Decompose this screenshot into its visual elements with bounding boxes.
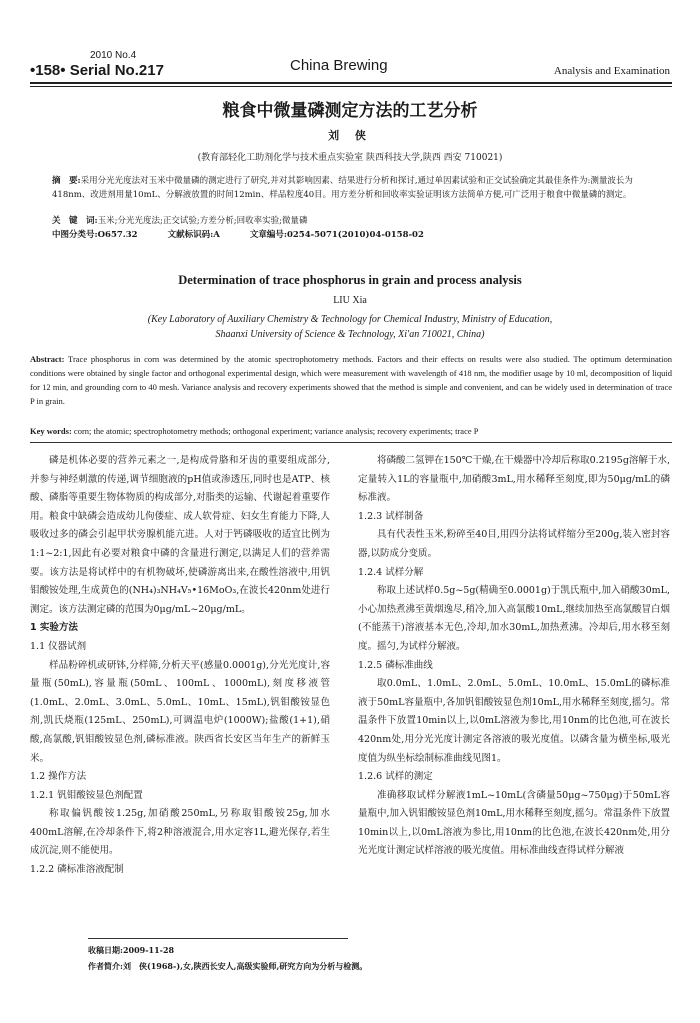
classification-meta: [52, 228, 652, 242]
affiliation-en-line2: Shaanxi University of Science & Technology, Xi'an 710021, China): [215, 329, 485, 340]
abstract-en-text: Trace phosphorus in corn was determined by the atomic spectrophotometry methods. Factors and their effects on results were also studied. The optimum determination conditions were obtained by single factor and orthogonal experimental design, which were measurement with wavelength of 418 nm, the modifier usage by 10 ml, decomposition of liquid for 12 min, and grounding corn to 40 mesh. Variance analysis and recovery experiments showed that the method is simple and convenient, and can be widely used in determination of trace P in grain.: [30, 354, 672, 406]
abstract-en-label: Abstract:: [30, 354, 65, 364]
footnote-rule: [88, 938, 348, 939]
section-name: Analysis and Examination: [553, 65, 670, 77]
heading-instruments: 1.1 仪器试剂: [30, 640, 87, 652]
header-rule: [30, 82, 672, 84]
heading-standard-curve: 1.2.5 磷标准曲线: [358, 659, 433, 671]
reagent-prep-paragraph: 称取偏钒酸铵1.25g,加硝酸250mL,另称取钼酸铵25g,加水400mL溶解,在冷却条件下,将2种溶液混合,用水定容1L,避光保存,若生成沉淀,则不能使用。: [30, 808, 330, 857]
author-bio: 作者简介:刘 侠(1968-),女,陕西长安人,高级实验师,研究方向为分析与检测。: [88, 961, 368, 971]
instruments-paragraph: 样品粉碎机或研钵,分样筛,分析天平(感量0.0001g),分光光度计,容量瓶(50mL),容量瓶(50mL、100mL、1000mL),刻度移液管(1.0mL、2.0mL、3.0mL、5.0mL、10mL、15mL),钒钼酸铵显色剂,凯氏烧瓶(125mL、250mL),可调温电炉(1000W);盐酸(1+1),硝酸,高氯酸,钒钼酸铵显色剂,磷标准液。陕西省长安区当年生产的新鲜玉米。: [30, 659, 330, 764]
journal-name: China Brewing: [290, 57, 388, 74]
standard-curve-paragraph: 取0.0mL、1.0mL、2.0mL、5.0mL、10.0mL、15.0mL的磷标准液于50mL容量瓶中,各加钒钼酸铵显色剂10mL,用水稀释至刻度,摇匀。常温条件下放置10min以上,以0mL溶液为参比,用10nm的比色池,可在波长420nm处,用分光光度计测定各溶液的吸光度值。以磷含量为横坐标,吸光度值为纵坐标绘制标准曲线见图1。: [358, 678, 670, 764]
keywords-cn-label: 关 键 词:: [52, 216, 98, 226]
affiliation-cn: (教育部轻化工助剂化学与技术重点实验室 陕西科技大学,陕西 西安 710021): [197, 153, 503, 163]
heading-sample-decomp: 1.2.4 试样分解: [358, 566, 424, 578]
sample-prep-paragraph: 具有代表性玉米,粉碎至40目,用四分法将试样缩分至200g,装入密封容器,以防成分变质。: [358, 529, 670, 559]
keywords-en-text: corn; the atomic; spectrophotometry methods; orthogonal experiment; variance analysis; recovery experiments; trace P: [73, 426, 479, 436]
keywords-cn-text: 玉米;分光光度法;正交试验;方差分析;回收率实验;微量磷: [97, 216, 308, 226]
document-code: 文献标识码:A: [167, 230, 220, 240]
keywords-cn: [52, 214, 652, 228]
sample-measure-paragraph: 准确移取试样分解液1mL~10mL(含磷量50μg~750μg)于50mL容量瓶中,加入钒钼酸铵显色剂10mL,用水稀释至刻度,摇匀。常温条件下放置10min以上,以0mL溶液为参比,用10nm的比色池,在波长420nm处,用分光光度计测定试样溶液的吸光度值。用标准曲线查得试样分解液: [358, 789, 670, 857]
heading-methods: 1 实验方法: [30, 622, 78, 634]
header-rule-thin: [30, 86, 672, 87]
heading-procedure: 1.2 操作方法: [30, 771, 87, 783]
section-divider: [30, 442, 672, 443]
article-number: 文章编号:0254-5071(2010)04-0158-02: [249, 230, 424, 240]
standard-solution-paragraph: 将磷酸二氢钾在150℃干燥,在干燥器中冷却后称取0.2195g溶解于水,定量转入1L的容量瓶中,加硝酸3mL,用水稀释至刻度,即为50μg/mL的磷标准液。: [358, 455, 670, 504]
paper-title-cn: 粮食中微量磷测定方法的工艺分析: [222, 101, 478, 121]
author-cn: 刘 侠: [328, 129, 372, 142]
keywords-en: [30, 424, 672, 438]
abstract-cn-text: 采用分光光度法对玉米中微量磷的测定进行了研究,并对其影响因素、结果进行分析和探讨,通过单因素试验和正交试验确定其最佳条件为:测量波长为418nm、改进剂用量10mL、分解液放置的时间12min、样品粒度40目。用方差分析和回收率实验证明该方法简单方便,可广泛用于粮食中微量磷的测定。: [52, 176, 633, 200]
affiliation-en-line1: (Key Laboratory of Auxiliary Chemistry & Technology for Chemical Industry, Ministry of Education,: [147, 314, 553, 325]
body-column-right: [358, 452, 670, 861]
abstract-en: [30, 352, 672, 408]
heading-reagent-prep: 1.2.1 钒钼酸铵显色剂配置: [30, 789, 143, 801]
abstract-cn: [52, 174, 652, 202]
clc-number: 中图分类号:O657.32: [52, 230, 138, 240]
sample-decomp-paragraph: 称取上述试样0.5g~5g(精确至0.0001g)于凯氏瓶中,加入硝酸30mL,小心加热煮沸至黄烟逸尽,稍冷,加入高氯酸10mL,继续加热至高氯酸冒白烟(不能蒸干)溶液基本无色,冷却,加水30mL,加热煮沸。冷却后,用水移至刻度。摇匀,为试样分解液。: [358, 585, 670, 652]
heading-sample-prep: 1.2.3 试样制备: [358, 510, 424, 522]
issue-label: 2010 No.4: [90, 50, 137, 61]
page-serial: •158• Serial No.217: [30, 62, 164, 79]
abstract-cn-label: 摘 要:: [52, 176, 81, 186]
received-date: 收稿日期:2009-11-28: [88, 945, 175, 955]
intro-paragraph: 磷是机体必要的营养元素之一,是构成骨胳和牙齿的重要组成部分,并参与神经刺激的传递,调节细胞液的pH值或渗透压,同时也是ATP、核酸、磷脂等重要生物体物质的构成部分,对脂类的运输、代谢起着重要作用。粮食中缺磷会造成幼儿佝偻症、成人软骨症、妇女生育能力下降,人吸收过多的磷会引起甲状旁腺机能亢进。人对于钙磷吸收的适宜比例为1:1~2:1,因此有必要对粮食中磷的含量进行测定,以满足人们的营养需要。该方法是将试样中的有机物破坏,使磷游离出来,在酸性溶液中,用钒钼酸铵处理,生成黄色的(NH₄)₃NH₄V₅•16MoO₃,在波长420nm处进行测定。该方法测定磷的范围为0μg/mL~20μg/mL。: [30, 455, 330, 615]
heading-standard-solution: 1.2.2 磷标准溶液配制: [30, 864, 124, 876]
body-column-left: [30, 452, 330, 880]
heading-sample-measure: 1.2.6 试样的测定: [358, 771, 433, 783]
affiliation-en: [0, 312, 700, 342]
keywords-en-label: Key words:: [30, 426, 72, 436]
author-en: LIU Xia: [333, 295, 367, 306]
paper-title-en: Determination of trace phosphorus in grain and process analysis: [178, 273, 522, 287]
